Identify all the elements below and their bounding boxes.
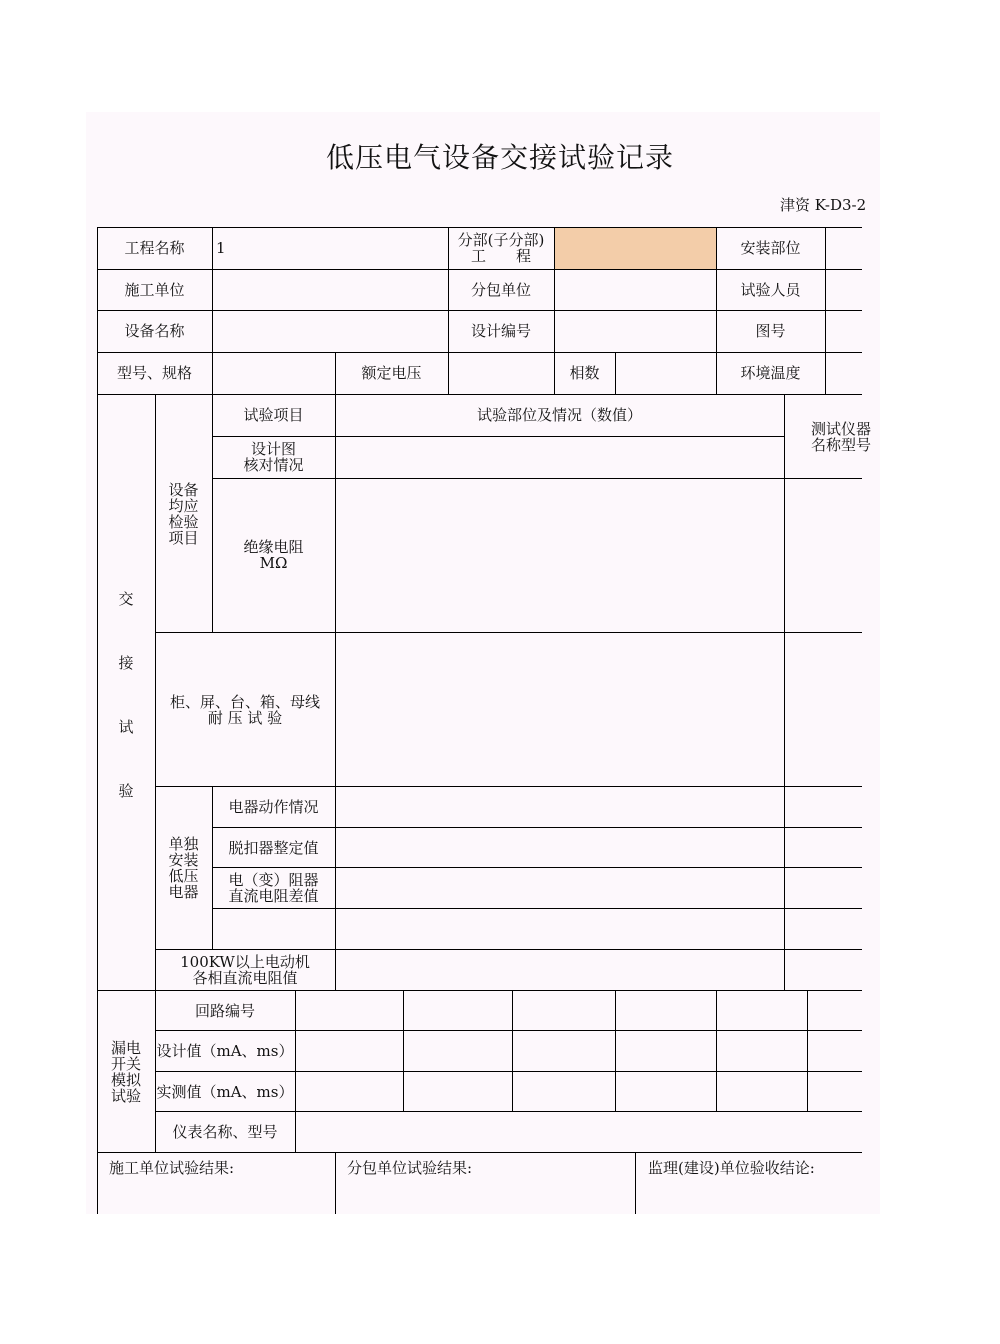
project-name-label: 工程名称	[124, 239, 185, 257]
test-item-header: 试验项目	[243, 406, 304, 424]
project-name-value[interactable]: 1	[216, 239, 226, 257]
design-value-label: 设计值（mA、ms）	[156, 1042, 294, 1060]
action-label: 电器动作情况	[228, 798, 319, 816]
drawing-no-label: 图号	[755, 322, 786, 340]
test-position-header: 试验部位及情况（数值）	[476, 406, 642, 424]
construction-unit-label: 施工单位	[124, 281, 185, 299]
withstand-test-label: 柜、屏、台、箱、母线 耐 压 试 验	[169, 693, 320, 727]
instrument-header: 测试仪器 名称型号	[811, 420, 872, 454]
page-title: 低压电气设备交接试验记录	[325, 141, 674, 174]
trip-setting-label: 脱扣器整定值	[228, 839, 319, 857]
construction-result-label: 施工单位试验结果:	[109, 1159, 235, 1177]
common-items-label: 设备 均应 检验 项目	[168, 481, 199, 547]
equipment-name-label: 设备名称	[124, 322, 185, 340]
leakage-test-section-label: 漏电 开关 模拟 试验	[110, 1039, 141, 1105]
install-location-label: 安装部位	[740, 239, 801, 257]
sub-project-label: 分部(子分部) 工 程	[457, 231, 545, 265]
subcontract-result-label: 分包单位试验结果:	[347, 1159, 473, 1177]
ambient-temp-label: 环境温度	[740, 364, 801, 382]
phase-count-label: 相数	[569, 364, 600, 382]
circuit-no-label: 回路编号	[194, 1002, 255, 1020]
measured-value-label: 实测值（mA、ms）	[156, 1083, 294, 1101]
insulation-label: 绝缘电阻 MΩ	[243, 538, 304, 572]
design-no-label: 设计编号	[470, 322, 531, 340]
handover-test-section-label: 交 接 试 验	[118, 590, 134, 800]
standalone-appliance-label: 单独 安装 低压 电器	[168, 835, 199, 901]
model-spec-label: 型号、规格	[116, 364, 192, 382]
subcontract-unit-label: 分包单位	[470, 281, 531, 299]
design-check-label: 设计图 核对情况	[243, 440, 304, 474]
instrument-name-label: 仪表名称、型号	[172, 1123, 278, 1141]
supervision-conclusion-label: 监理(建设)单位验收结论:	[648, 1159, 815, 1177]
form-code: 津资 K-D3-2	[780, 196, 867, 214]
resistor-label: 电（变）阻器 直流电阻差值	[228, 871, 319, 905]
rated-voltage-label: 额定电压	[361, 364, 422, 382]
tester-label: 试验人员	[740, 281, 801, 299]
motor-resistance-label: 100KW以上电动机 各相直流电阻值	[180, 953, 310, 987]
